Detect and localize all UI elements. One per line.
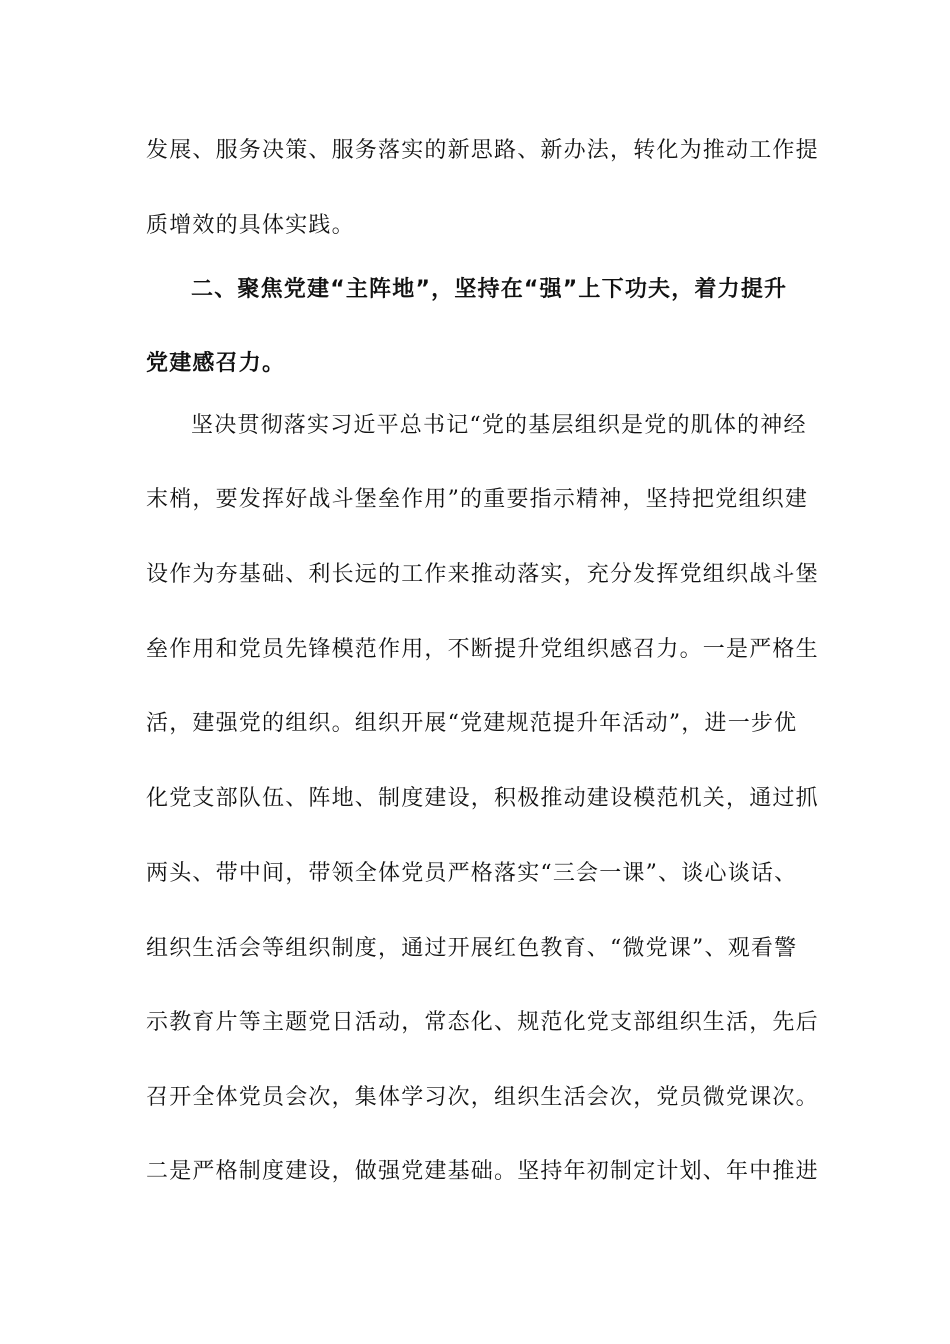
paragraph-line: 化党支部队伍、阵地、制度建设，积极推动建设模范机关，通过抓 <box>146 786 819 811</box>
paragraph-line: 活，建强党的组织。组织开展“党建规范提升年活动”，进一步优 <box>146 711 798 736</box>
paragraph-line: 两头、带中间，带领全体党员严格落实“三会一课”、谈心谈话、 <box>146 861 798 886</box>
paragraph-line: 二是严格制度建设，做强党建基础。坚持年初制定计划、年中推进 <box>146 1159 819 1184</box>
section-heading-line: 二、聚焦党建“主阵地”，坚持在“强”上下功夫，着力提升 <box>191 277 788 302</box>
paragraph-line: 坚决贯彻落实习近平总书记“党的基层组织是党的肌体的神经 <box>191 413 807 438</box>
paragraph-line: 示教育片等主题党日活动，常态化、规范化党支部组织生活，先后 <box>146 1010 819 1035</box>
paragraph-line: 发展、服务决策、服务落实的新思路、新办法，转化为推动工作提 <box>146 138 819 163</box>
paragraph-line: 设作为夯基础、利长远的工作来推动落实，充分发挥党组织战斗堡 <box>146 562 819 587</box>
paragraph-line: 召开全体党员会次，集体学习次，组织生活会次，党员微党课次。 <box>146 1085 819 1110</box>
paragraph-line: 质增效的具体实践。 <box>146 213 355 238</box>
paragraph-line: 垒作用和党员先锋模范作用，不断提升党组织感召力。一是严格生 <box>146 637 819 662</box>
paragraph-line: 末梢，要发挥好战斗堡垒作用”的重要指示精神，坚持把党组织建 <box>146 487 809 512</box>
section-heading-line: 党建感召力。 <box>146 351 286 376</box>
paragraph-line: 组织生活会等组织制度，通过开展红色教育、“微党课”、观看警 <box>146 936 798 961</box>
